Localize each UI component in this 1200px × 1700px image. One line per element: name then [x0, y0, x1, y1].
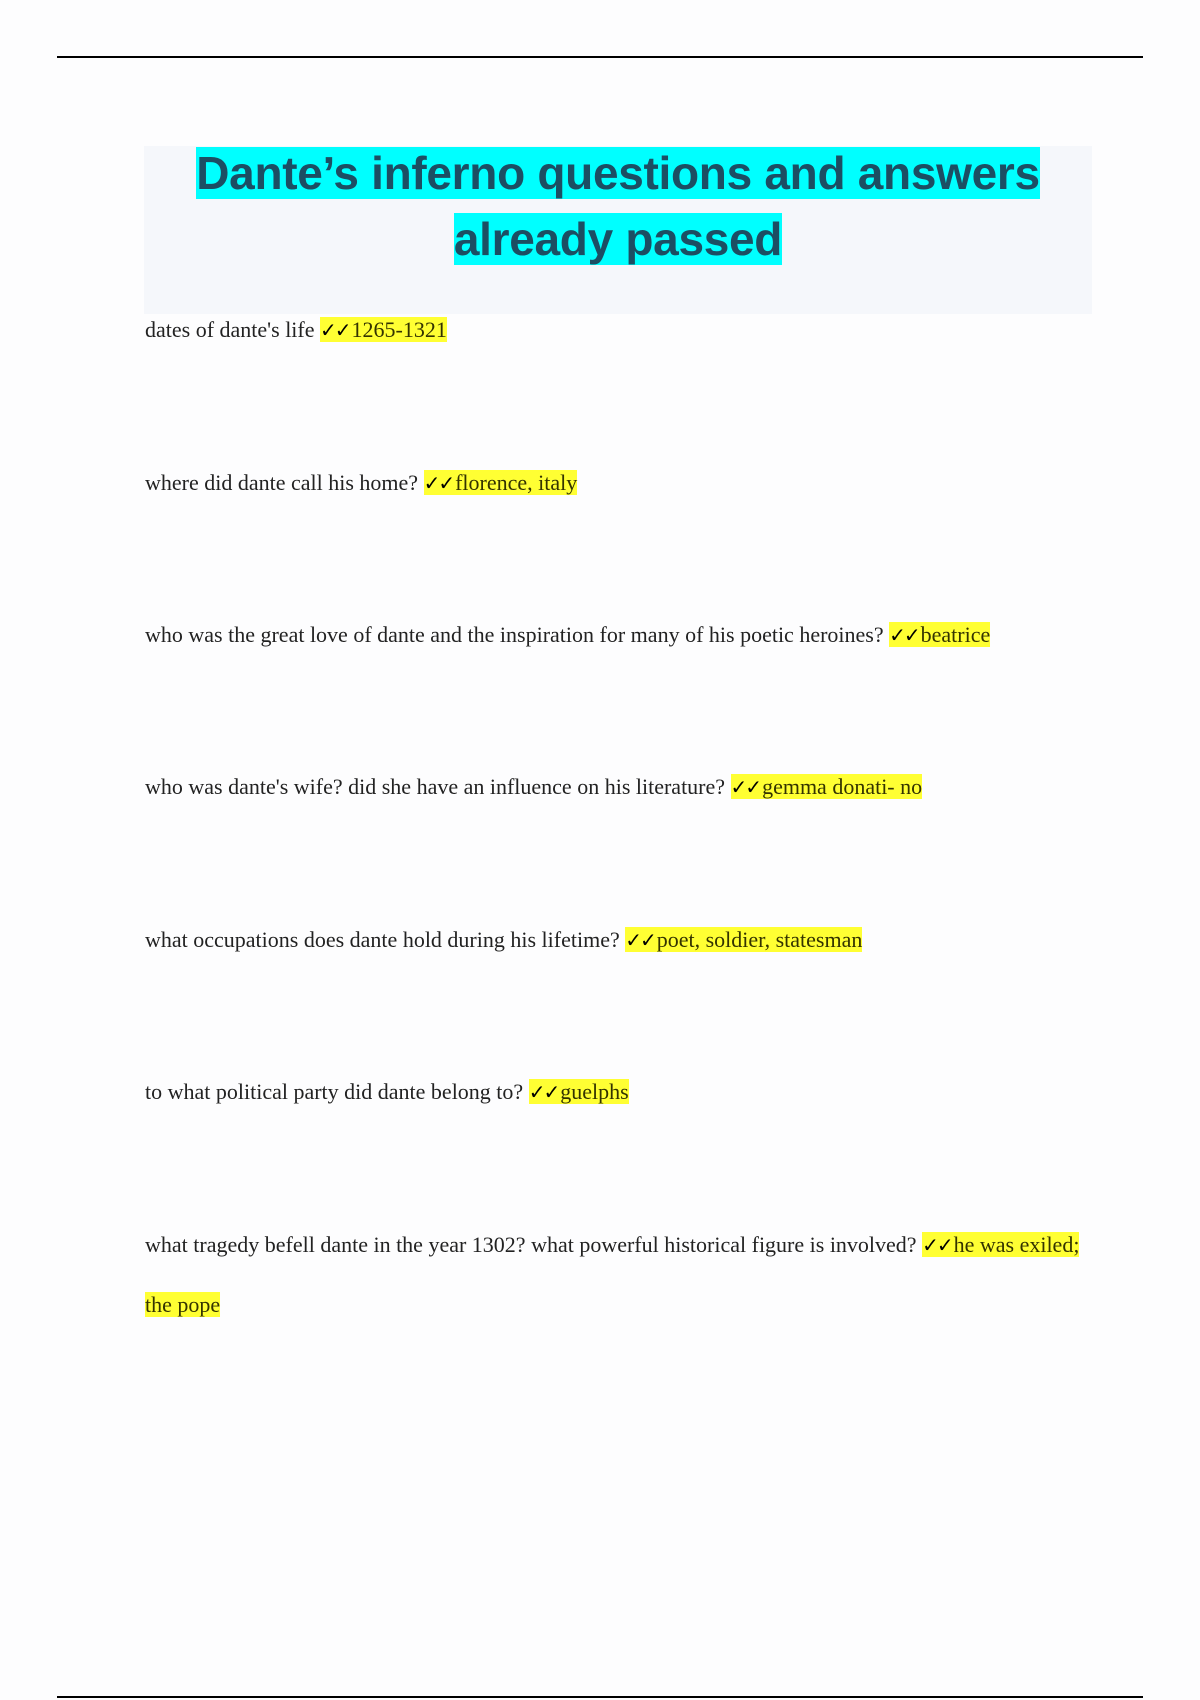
answer-text: he was exiled; the pope	[145, 1232, 1080, 1317]
double-check-icon: ✓✓	[922, 1233, 952, 1257]
footer-rule	[57, 1696, 1143, 1698]
answer-text: gemma donati- no	[762, 774, 923, 799]
qa-item	[145, 605, 1095, 665]
double-check-icon: ✓✓	[320, 318, 350, 342]
double-check-icon: ✓✓	[625, 928, 655, 952]
document-title: Dante’s inferno questions and answers already passed	[196, 147, 1040, 265]
answer-highlight	[731, 774, 923, 799]
answer-text: 1265-1321	[351, 317, 447, 342]
qa-item	[145, 910, 1095, 970]
qa-item	[145, 453, 1095, 513]
question-text: to what political party did dante belong to?	[145, 1079, 524, 1104]
header-rule	[57, 56, 1143, 58]
answer-highlight	[424, 470, 578, 495]
answer-text: guelphs	[560, 1079, 629, 1104]
answer-highlight	[625, 927, 862, 952]
double-check-icon: ✓✓	[423, 471, 454, 495]
question-text: dates of dante's life	[145, 317, 315, 342]
answer-highlight	[889, 622, 990, 647]
double-check-icon: ✓✓	[528, 1080, 559, 1104]
answer-text: florence, italy	[455, 470, 578, 495]
question-text: who was the great love of dante and the inspiration for many of his poetic heroines?	[145, 622, 884, 647]
qa-item	[145, 1062, 1095, 1122]
answer-highlight	[320, 317, 447, 342]
title-block	[144, 146, 1092, 314]
question-text: where did dante call his home?	[145, 470, 419, 495]
qa-item	[145, 1215, 1095, 1335]
answer-highlight	[529, 1079, 629, 1104]
question-text: what occupations does dante hold during his lifetime?	[145, 927, 620, 952]
qa-item	[145, 300, 1095, 360]
double-check-icon: ✓✓	[889, 623, 919, 647]
answer-text: beatrice	[920, 622, 991, 647]
question-text: who was dante's wife? did she have an influence on his literature?	[145, 774, 726, 799]
question-text: what tragedy befell dante in the year 1302? what powerful historical figure is involved?	[145, 1232, 917, 1257]
answer-text: poet, soldier, statesman	[656, 927, 863, 952]
qa-item	[145, 757, 1095, 817]
double-check-icon: ✓✓	[730, 775, 761, 799]
